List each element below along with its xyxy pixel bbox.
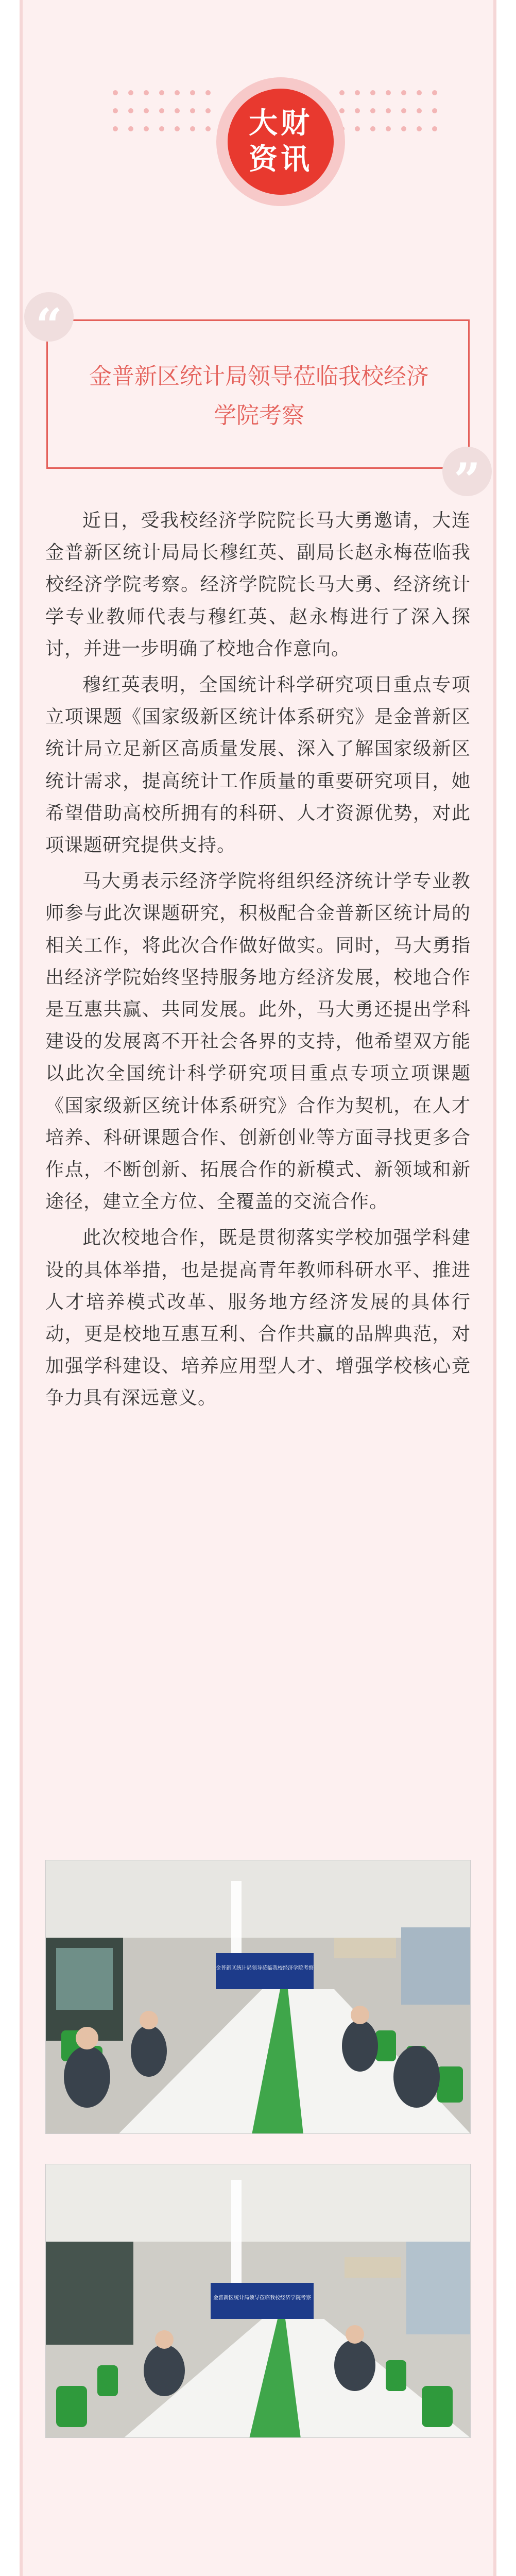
badge-line-1: 大财 xyxy=(249,107,313,140)
article-paragraph: 近日，受我校经济学院院长马大勇邀请，大连金普新区统计局局长穆红英、副局长赵永梅莅临我校经济学院考察。经济学院院长马大勇、经济统计学专业教师代表与穆红英、赵永梅进行了深入探讨，并进一步明确了校地合作意向。 xyxy=(45,510,471,659)
article-body xyxy=(45,505,471,1419)
article-paragraph: 马大勇表示经济学院将组织经济统计学专业教师参与此次课题研究，积极配合金普新区统计局的相关工作，将此次合作做好做实。同时，马大勇指出经济学院始终坚持服务地方经济发展，校地合作是互惠共赢、共同发展。此外，马大勇还提出学科建设的发展离不开社会各界的支持，他希望双方能以此次全国统计科学研究项目重点专项立项课题《国家级新区统计体系研究》合作为契机，在人才培养、科研课题合作、创新创业等方面寻找更多合作点，不断创新、拓展合作的新模式、新领域和新途径，建立全方位、全覆盖的交流合作。 xyxy=(45,871,471,1213)
meeting-photo-1-illustration xyxy=(46,1860,471,2134)
meeting-photo-1 xyxy=(45,1860,471,2134)
decorative-dot-grid-left xyxy=(110,88,218,134)
article-title: 金普新区统计局领导莅临我校经济学院考察 xyxy=(89,363,429,429)
meeting-photo-2-illustration xyxy=(46,2164,471,2438)
header-badge-circle xyxy=(228,89,334,195)
screen-text: 金普新区统计局领导莅临我校经济学院考察 xyxy=(213,2295,311,2301)
article-title-box xyxy=(36,298,480,507)
close-quote-icon: ” xyxy=(442,447,492,496)
meeting-photo-2 xyxy=(45,2164,471,2438)
article-paragraph: 此次校地合作，既是贯彻落实学校加强学科建设的具体举措，也是提高青年教师科研水平、推进人才培养模式改革、服务地方经济发展的具体行动，更是校地互惠互利、合作共赢的品牌典范，对加强学科建设、培养应用型人才、增强学校核心竞争力具有深远意义。 xyxy=(45,1227,471,1409)
decorative-dot-grid-right xyxy=(337,88,445,134)
screen-text: 金普新区统计局领导莅临我校经济学院考察 xyxy=(216,1965,314,1971)
article-paragraph: 穆红英表明，全国统计科学研究项目重点专项立项课题《国家级新区统计体系研究》是金普新区统计局立足新区高质量发展、深入了解国家级新区统计需求，提高统计工作质量的重要研究项目，她希望借助高校所拥有的科研、人才资源优势，对此项课题研究提供支持。 xyxy=(45,674,471,856)
header-badge xyxy=(216,77,345,206)
badge-line-2: 资讯 xyxy=(249,143,313,176)
open-quote-icon: “ xyxy=(24,292,74,342)
